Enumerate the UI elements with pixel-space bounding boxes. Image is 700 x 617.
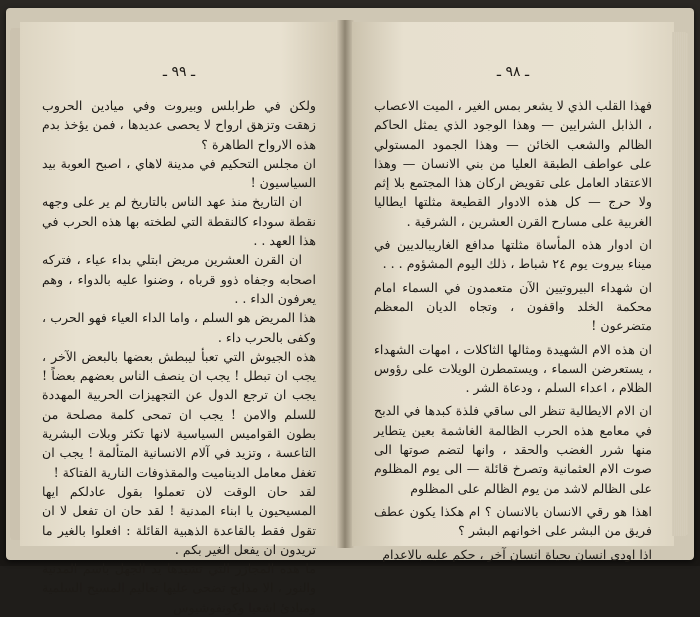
paragraph: ان ادوار هذه المأساة مثلتها مدافع الغاريبالديين في ميناء بيروت يوم ٢٤ شباط ، ذلك اليوم المشؤوم . . . xyxy=(374,237,652,272)
paragraph: ان شهداء البيروتيين الآن متعمدون في السماء امام محكمة الخلد واقفون ، وتجاه الديان المعظم متضرعون ! xyxy=(374,279,652,334)
right-page-number: ـ ٩٨ ـ xyxy=(496,64,530,80)
paragraph: فهذا القلب الذي لا يشعر بمس الغير ، الميت الاعصاب ، الذابل الشرايين — وهذا الوجود الذي يمثل الحاكم الظالم والشعب الخائن — وهذا الجمود المستولي على عواطف الطبقة العليا من بني الانسان — وهذا الاعتقاد العامل على تقويض اركان هذا المجتمع بلا إثم ولا حرج — كل هذه الادوار القطيعة مثلتها ايطاليا الغربية على مسارح القرن العشرين ، الشرقية . xyxy=(374,98,652,229)
paragraph: ان مجلس التحكيم في مدينة لاهاي ، اصبح العوبة بيد السياسيون ! xyxy=(42,155,316,191)
paragraph: هذا المريض هو السلم ، واما الداء العياء فهو الحرب ، وكفى بالحرب داء . xyxy=(42,310,316,345)
right-page-edges xyxy=(672,32,688,536)
paragraph: ان هذه الام الشهيدة ومثالها الثاكلات ، امهات الشهداء ، يستعرضن السماء ، ويستمطرن الويلات على رؤوس الظلام ، اعداء السلم ، ودعاة الشر . xyxy=(374,341,652,396)
paragraph: اذا اودى انسان بحياة انسان آخر ، حكم عليه بالاعدام xyxy=(382,546,652,562)
open-book xyxy=(6,8,694,615)
paragraph: اهذا هو رقي الانسان بالانسان ؟ ام هكذا يكون عطف فريق من البشر على اخوانهم البشر ؟ xyxy=(374,503,652,539)
left-page-text xyxy=(42,96,316,617)
paragraph: ولكن في طرابلس وبيروت وفي ميادين الحروب زهقت وتزهق ارواح لا يحصى عديدها ، فمن يؤخذ بدم هذه الارواح الطاهرة ؟ xyxy=(42,98,316,152)
right-page xyxy=(352,22,674,562)
paragraph: ان القرن العشرين مريض ابتلي بداء عياء ، فتركه اصحابه وجفاه ذوو قرباه ، وضنوا عليه بالدواء ، وهم يعرفون الداء . . xyxy=(42,252,316,306)
paragraph: هذه الجيوش التي تعبأ ليبطش بعضها بالبعض الآخر ، يجب ان تبطل ! يجب ان ينصف الناس بعضهم بعضاً ! يجب ان ترجع الدول عن التجهيزات الحربية المهددة للسلم والامن ! يجب ان تمحى كلمة مصلحة من بطون القواميس السياسية لانها تكثر وبلات البشرية التاعسة ، وتزيد في آلام الانسانية المتألمة ! يجب ان تغفل معامل الديناميت والمقذوفات النارية الفتاكة ! xyxy=(42,348,316,480)
left-page xyxy=(20,22,338,615)
paragraph: ما هذه المجازر التي تشيدها يد الجهل باسم المدنية والنور ، الا مذابح تضحى عليها تعاليم المسيح السلمية ومبادئ اشعيا وكونفوشيوس xyxy=(42,561,316,615)
paragraph: ان التاريخ منذ عهد الناس بالتاريخ لم ير على وجهه نقطة سوداء كالنقطة التي لطخته بها هذه الحرب في هذا العهد . . xyxy=(42,194,316,249)
paragraph: ان الام الايطالية تنظر الى ساقي فلذة كبدها في الدبح في معامع هذه الحرب الظالمة الغاشمة بعين يتطاير منها شرر الغضب والحقد ، وانها لتضم صوتها الى صوت الام العثمانية وتصرخ قائلة — الى يوم المظلوم على الظالم لاشد من يوم الظالم على المظلوم xyxy=(374,403,652,496)
left-page-number: ـ ٩٩ ـ xyxy=(162,64,196,80)
paragraph: لقد حان الوقت لان تعملوا بقول عادلكم ايها المسيحيون يا ابناء المدنية ! لقد حان ان تفعل لا ان تقول فقط بالقاعدة الذهبية القائلة : افعلوا بالغير ما تريدون ان يفعل الغير بكم . xyxy=(42,483,316,557)
right-page-text xyxy=(374,96,652,564)
